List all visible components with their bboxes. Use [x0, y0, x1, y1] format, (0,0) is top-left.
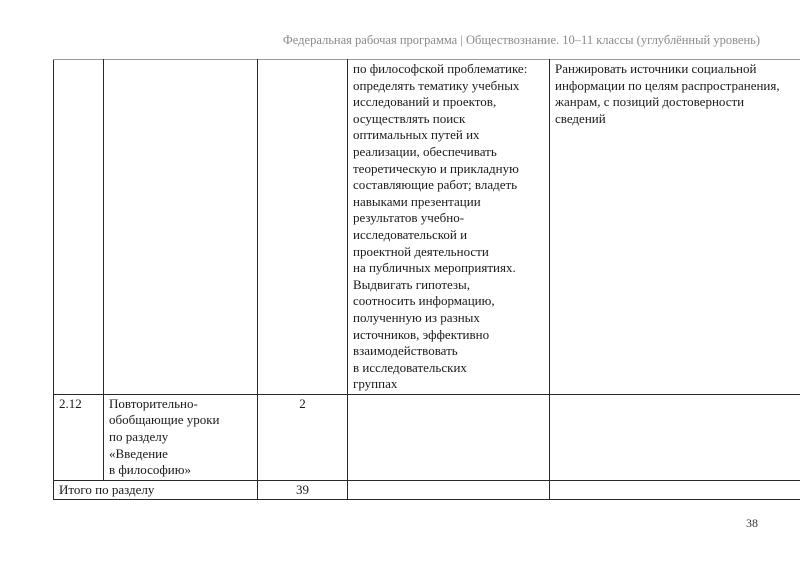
text-line: информации по целям распространения, [555, 77, 780, 93]
text-line: теоретическую и прикладную [353, 160, 519, 176]
text-line: реализации, обеспечивать [353, 143, 497, 159]
text-line: сведений [555, 110, 606, 126]
total-label: Итого по разделу [54, 480, 258, 500]
cell-activities [550, 60, 800, 395]
cell-content [348, 394, 550, 480]
text-line: в исследовательских [353, 359, 467, 375]
running-header: Федеральная рабочая программа | Обществознание. 10–11 классы (углублённый уровень) [282, 33, 760, 47]
text-line: источников, эффективно [353, 326, 490, 342]
text-line: взаимодействовать [353, 343, 458, 359]
text-line: обобщающие уроки [109, 412, 220, 428]
cell-topic [104, 60, 258, 395]
text-line: по разделу [109, 429, 169, 445]
text-line: группах [353, 376, 398, 392]
text-line: «Введение [109, 445, 168, 461]
text-line: соотносить информацию, [353, 293, 495, 309]
text-line: по философской проблематике: [353, 61, 528, 76]
total-row [54, 480, 800, 500]
cell-activities [550, 394, 800, 480]
text-line: на публичных мероприятиях. [353, 260, 516, 276]
program-table [53, 59, 800, 500]
cell-empty [550, 480, 800, 500]
text-line: составляющие работ; владеть [353, 177, 518, 193]
text-line: проектной деятельности [353, 243, 489, 259]
text-line: оптимальных путей их [353, 127, 480, 143]
cell-hours [258, 60, 348, 395]
cell-empty [348, 480, 550, 500]
text-line: исследований и проектов, [353, 94, 497, 110]
text-line: в философию» [109, 462, 191, 478]
page-number: 38 [746, 516, 758, 530]
cell-content [348, 60, 550, 395]
text-line: Повторительно- [109, 395, 198, 411]
cell-number: 2.12 [54, 394, 104, 480]
text-line: навыками презентации [353, 193, 481, 209]
text-line: результатов учебно- [353, 210, 465, 226]
total-hours: 39 [258, 480, 348, 500]
text-line: Ранжировать источники социальной [555, 61, 757, 76]
text-line: жанрам, с позиций достоверности [555, 94, 745, 110]
table-row [54, 394, 800, 480]
table-row [54, 60, 800, 395]
text-line: полученную из разных [353, 309, 480, 325]
text-line: исследовательской и [353, 226, 468, 242]
cell-hours: 2 [258, 394, 348, 480]
text-line: определять тематику учебных [353, 77, 520, 93]
text-line: Выдвигать гипотезы, [353, 276, 471, 292]
text-line: осуществлять поиск [353, 110, 466, 126]
cell-number [54, 60, 104, 395]
cell-topic [104, 394, 258, 480]
